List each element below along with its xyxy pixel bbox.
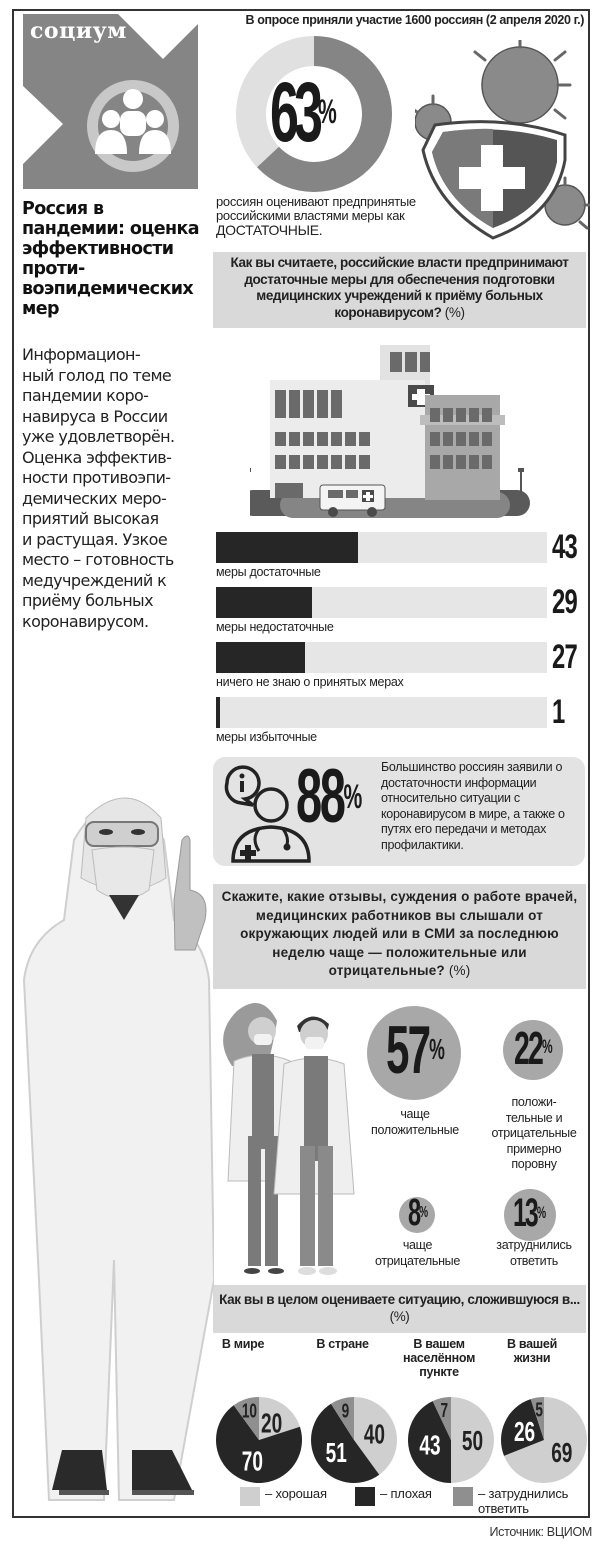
survey-note: В опросе приняли участие 1600 россиян (2 апреля 2020 г.): [245, 13, 584, 27]
bubble-percent: %: [542, 1036, 553, 1058]
bubble-caption: положи- тельные и отрицательные примерно поровну: [491, 1095, 577, 1171]
pie-title: В стране: [316, 1337, 369, 1351]
article-headline: Россия в пандемии: оценка эффективности противоэпидемических мер: [22, 199, 199, 319]
pie-slice-label: 51: [325, 1437, 347, 1470]
info-number: 88: [296, 754, 344, 839]
pie-title: В вашем населённом пункте: [402, 1337, 476, 1379]
pie-slice-label: 69: [551, 1437, 573, 1470]
bar-value-label: 27: [552, 638, 578, 676]
bar-fill: [216, 587, 312, 618]
legend-swatch-hard: [453, 1487, 473, 1506]
info-stat-value: [296, 752, 362, 842]
bubble-number: 57: [385, 1011, 430, 1088]
question-3-text: Как вы в целом оцениваете ситуацию, сложившуюся в...: [219, 1292, 580, 1307]
pie-slice-label: 50: [461, 1425, 484, 1458]
legend-label: – плохая: [380, 1486, 432, 1501]
bar-value-label: 43: [552, 528, 578, 566]
pie-charts: [213, 1382, 588, 1487]
pie-slice-label: 5: [535, 1398, 543, 1422]
info-percent: %: [343, 778, 363, 816]
bubble-caption: затруднились ответить: [496, 1238, 572, 1268]
bubble-number: 8: [407, 1192, 420, 1235]
bubble-caption: чаще положительные: [371, 1107, 459, 1137]
bar-category-label: меры недостаточные: [216, 620, 334, 634]
legend-swatch-bad: [355, 1487, 375, 1506]
stat-number: 63: [270, 65, 319, 159]
bar-track: [216, 642, 547, 673]
pie-slice-label: 9: [341, 1399, 350, 1422]
pie-title: В вашей жизни: [507, 1337, 557, 1365]
pie-slice-label: 43: [419, 1430, 441, 1462]
virus-shield-icon: [415, 40, 590, 240]
doctors-illustration: [212, 996, 372, 1281]
question-2-heading: [213, 884, 586, 989]
caption-line: россиян оценивают предпринятые: [216, 194, 416, 209]
bar-track: [216, 587, 547, 618]
caption-line: российскими властями меры как: [216, 208, 405, 223]
bubble-caption: чаще отрицательные: [374, 1238, 461, 1268]
pie-slice-label: 20: [261, 1408, 283, 1440]
bar-category-label: меры достаточные: [216, 565, 321, 579]
bubble-percent: %: [429, 1033, 445, 1066]
stat-percent: %: [318, 93, 337, 131]
question-1-heading: [213, 252, 586, 328]
pie-slice-label: 10: [241, 1400, 257, 1423]
bar-category-label: ничего не знаю о принятых мерах: [216, 675, 404, 689]
bubble-number: 13: [513, 1191, 538, 1235]
question-3-unit: (%): [389, 1309, 410, 1324]
headline-stat-value: [270, 62, 337, 162]
bubble-value: [513, 1193, 546, 1233]
bar-category-label: меры избыточные: [216, 730, 317, 744]
bubble-percent: %: [419, 1204, 428, 1222]
question-3-heading: [213, 1285, 586, 1333]
hospital-icon: [250, 340, 560, 518]
question-2-text: Скажите, какие отзывы, суждения о работе врачей, медицинских работников вы слышали от окружающих людей или в СМИ за последнюю неделю чаще — положительные или отрицательные?: [221, 889, 578, 978]
bubble-number: 22: [514, 1021, 543, 1074]
bar-track: [216, 532, 547, 563]
bubble-value: [407, 1192, 428, 1235]
legend-label: – затруднились ответить: [478, 1486, 569, 1516]
pie-slice-label: 70: [241, 1445, 263, 1478]
pie-slice-label: 7: [440, 1399, 449, 1422]
bar-fill: [216, 642, 305, 673]
question-1-text: Как вы считаете, российские власти предпринимают достаточные меры для обеспечения подготовки медицинских учреждений к приёму больных коронавирусом?: [230, 255, 569, 320]
bar-fill: [216, 697, 220, 728]
legend-swatch-good: [240, 1487, 260, 1506]
bubble-value: [514, 1021, 553, 1074]
rubric-label: социум: [30, 18, 127, 44]
bar-fill: [216, 532, 358, 563]
bar-value-label: 29: [552, 583, 578, 621]
bubble-value: [385, 1011, 445, 1088]
caption-line: ДОСТАТОЧНЫЕ.: [216, 222, 323, 238]
question-1-unit: (%): [444, 304, 465, 320]
bar-value-label: 1: [552, 693, 565, 731]
article-lede: Информацион- ный голод по теме пандемии коро- навируса в России уже удовлетворён. Оценка эффектив- ности противоэпи- демических меро- приятий высокая и растущая. Узкое место – готовность медучреждений к приёму больных коронавирусом.: [22, 345, 175, 631]
bar-track: [216, 697, 547, 728]
bubble-percent: %: [537, 1203, 547, 1222]
pie-title: В мире: [221, 1337, 265, 1351]
headline-stat-caption: [216, 195, 446, 237]
pie-slice-label: 26: [513, 1416, 536, 1448]
question-2-unit: (%): [448, 963, 471, 978]
legend-label: – хорошая: [265, 1486, 327, 1501]
source-note: Источник: ВЦИОМ: [489, 1525, 592, 1539]
pie-slice-label: 40: [363, 1418, 386, 1451]
hazmat-person-illustration: [14, 760, 214, 1516]
info-text: Большинство россиян заявили о достаточности информации относительно ситуации с коронавирусом в мире, а также о путях его передачи и методах профилактики.: [381, 760, 565, 852]
